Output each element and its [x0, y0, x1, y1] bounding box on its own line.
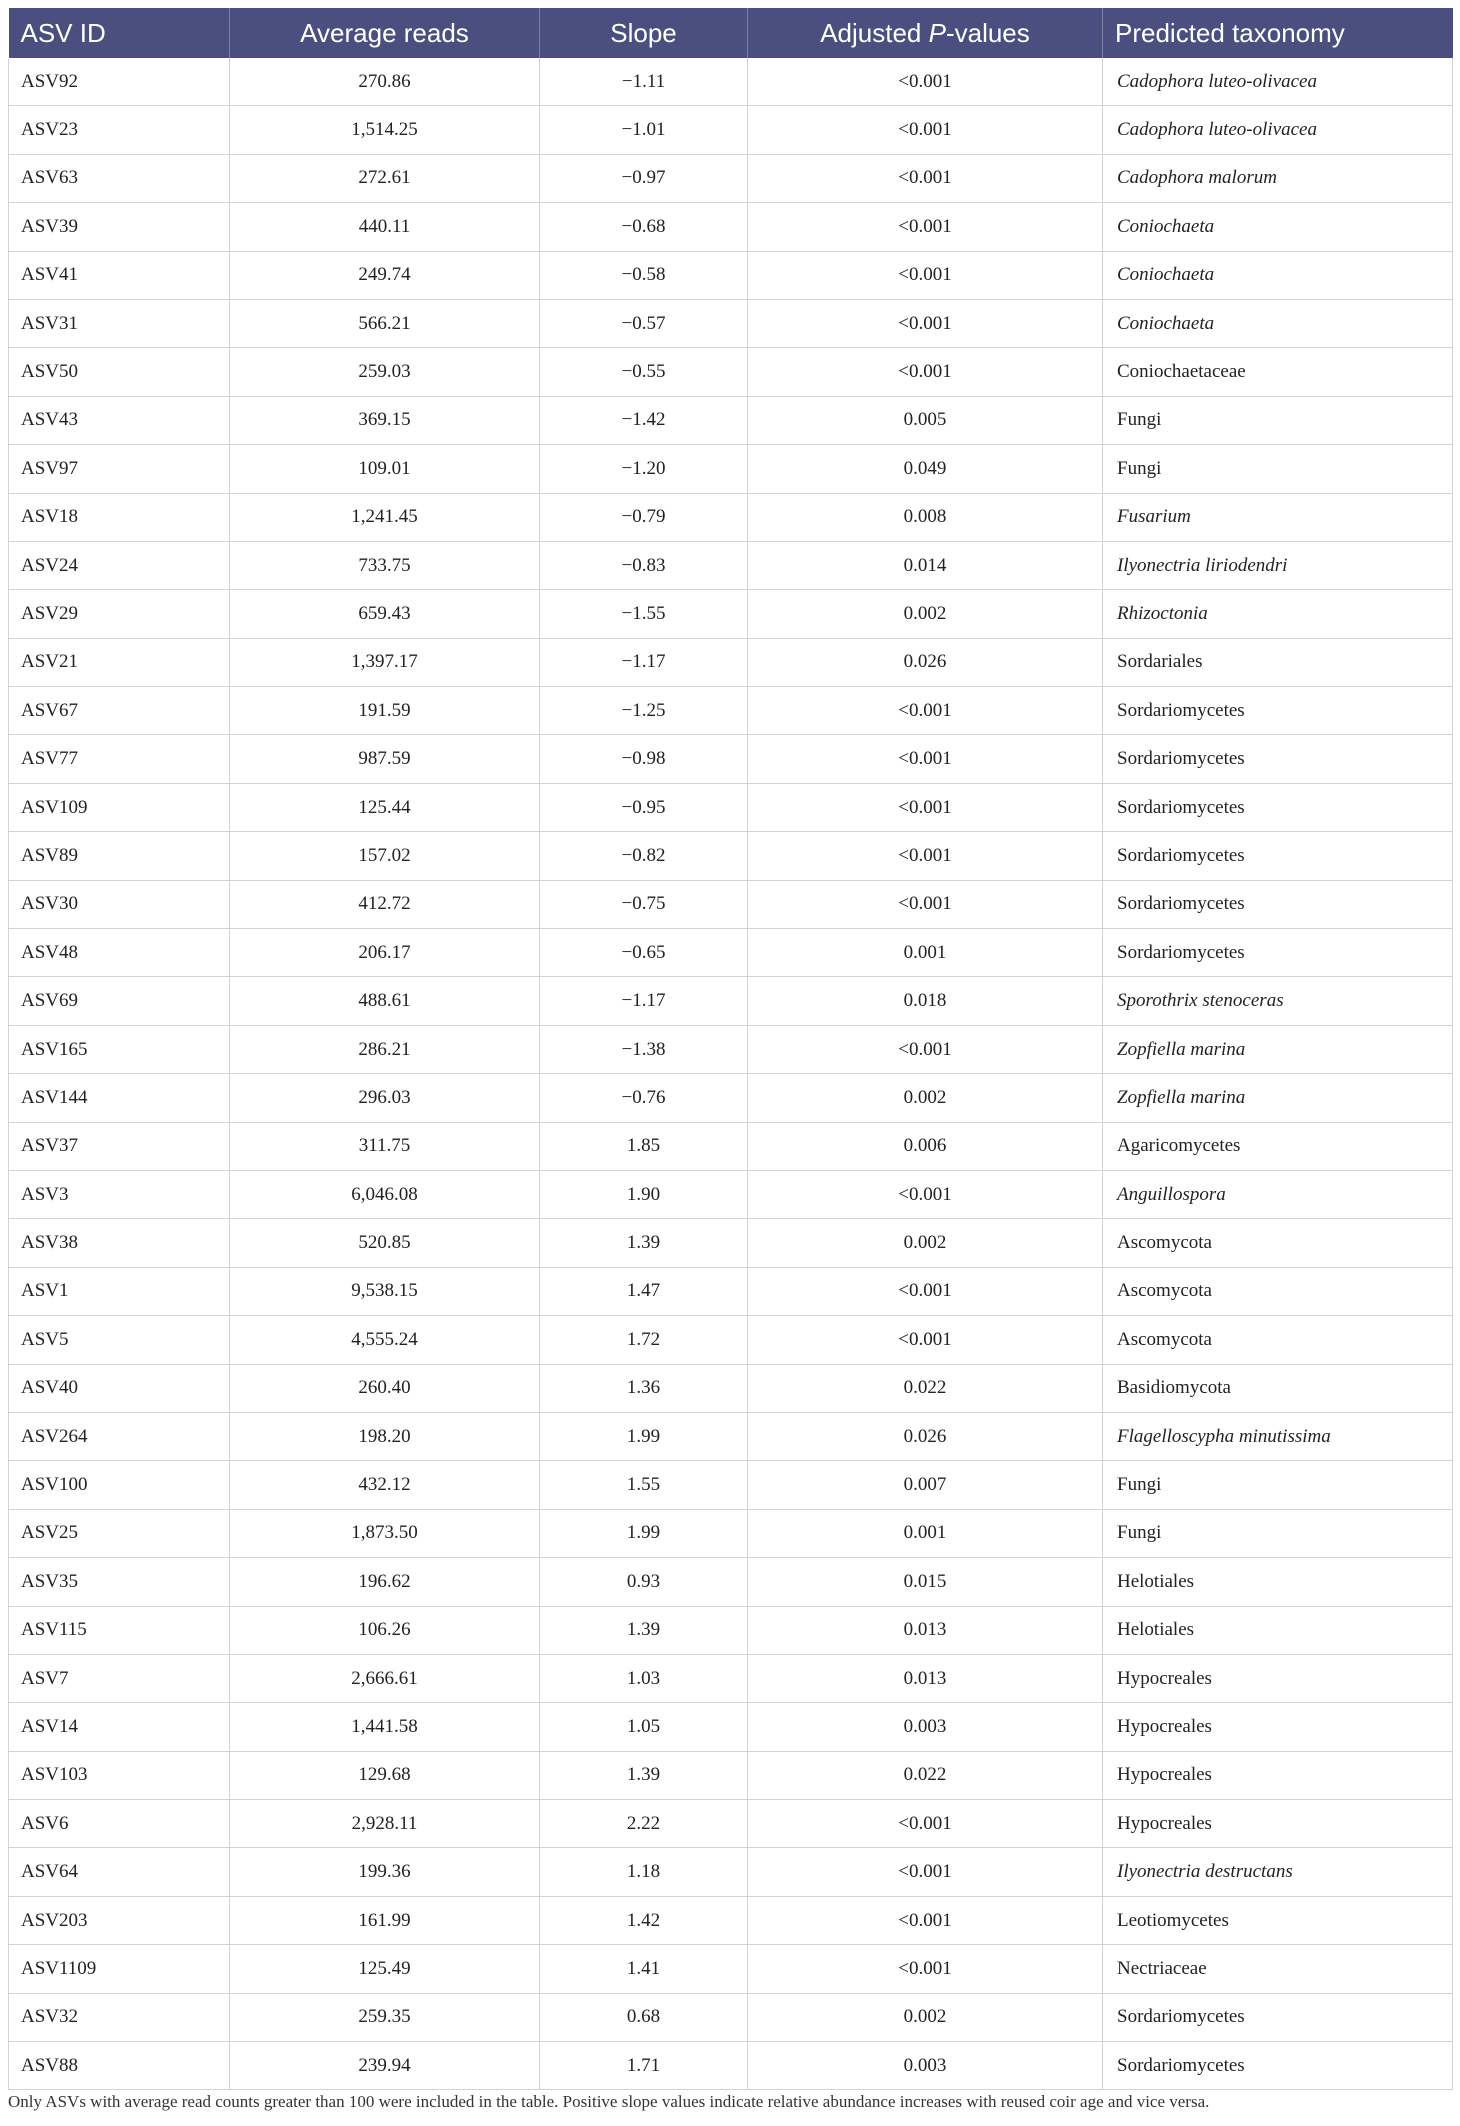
cell-adjusted-p-value: <0.001 — [748, 1267, 1103, 1315]
cell-predicted-taxonomy: Sporothrix stenoceras — [1103, 977, 1453, 1025]
cell-adjusted-p-value: <0.001 — [748, 299, 1103, 347]
cell-adjusted-p-value: <0.001 — [748, 1316, 1103, 1364]
cell-adjusted-p-value: 0.003 — [748, 2042, 1103, 2090]
cell-slope: −0.83 — [540, 541, 748, 589]
header-predicted-taxonomy: Predicted taxonomy — [1103, 8, 1453, 58]
cell-slope: −1.20 — [540, 445, 748, 493]
cell-predicted-taxonomy: Helotiales — [1103, 1558, 1453, 1606]
cell-adjusted-p-value: <0.001 — [748, 1170, 1103, 1218]
cell-asv-id: ASV69 — [9, 977, 230, 1025]
cell-slope: 1.99 — [540, 1412, 748, 1460]
cell-average-reads: 199.36 — [230, 1848, 540, 1896]
cell-average-reads: 161.99 — [230, 1896, 540, 1944]
cell-adjusted-p-value: 0.007 — [748, 1461, 1103, 1509]
cell-asv-id: ASV48 — [9, 929, 230, 977]
cell-average-reads: 520.85 — [230, 1219, 540, 1267]
table-row — [9, 251, 1453, 299]
table-row — [9, 1461, 1453, 1509]
cell-slope: −1.01 — [540, 106, 748, 154]
cell-average-reads: 1,441.58 — [230, 1703, 540, 1751]
cell-predicted-taxonomy: Sordariomycetes — [1103, 2042, 1453, 2090]
cell-adjusted-p-value: 0.002 — [748, 1219, 1103, 1267]
cell-asv-id: ASV24 — [9, 541, 230, 589]
header-adjusted-p-letter: P — [928, 17, 946, 48]
header-slope: Slope — [540, 8, 748, 58]
cell-predicted-taxonomy: Hypocreales — [1103, 1751, 1453, 1799]
table-row — [9, 299, 1453, 347]
cell-average-reads: 286.21 — [230, 1025, 540, 1073]
cell-adjusted-p-value: 0.005 — [748, 396, 1103, 444]
table-row — [9, 203, 1453, 251]
cell-asv-id: ASV88 — [9, 2042, 230, 2090]
cell-slope: 1.18 — [540, 1848, 748, 1896]
cell-average-reads: 272.61 — [230, 154, 540, 202]
table-row — [9, 1800, 1453, 1848]
cell-slope: −0.75 — [540, 880, 748, 928]
header-adjusted-p-prefix: Adjusted — [820, 17, 929, 48]
cell-asv-id: ASV109 — [9, 783, 230, 831]
cell-predicted-taxonomy: Zopfiella marina — [1103, 1025, 1453, 1073]
cell-slope: 1.90 — [540, 1170, 748, 1218]
cell-slope: 1.41 — [540, 1945, 748, 1993]
cell-adjusted-p-value: <0.001 — [748, 1025, 1103, 1073]
cell-adjusted-p-value: 0.001 — [748, 1509, 1103, 1557]
cell-predicted-taxonomy: Sordariomycetes — [1103, 1993, 1453, 2041]
cell-asv-id: ASV35 — [9, 1558, 230, 1606]
table-row — [9, 348, 1453, 396]
cell-slope: −0.98 — [540, 735, 748, 783]
table-row — [9, 1993, 1453, 2041]
cell-average-reads: 259.03 — [230, 348, 540, 396]
cell-predicted-taxonomy: Sordariomycetes — [1103, 783, 1453, 831]
cell-average-reads: 2,928.11 — [230, 1800, 540, 1848]
cell-predicted-taxonomy: Agaricomycetes — [1103, 1122, 1453, 1170]
table-row — [9, 1122, 1453, 1170]
cell-asv-id: ASV5 — [9, 1316, 230, 1364]
cell-average-reads: 198.20 — [230, 1412, 540, 1460]
cell-predicted-taxonomy: Hypocreales — [1103, 1800, 1453, 1848]
cell-slope: 1.47 — [540, 1267, 748, 1315]
table-row — [9, 1412, 1453, 1460]
table-row — [9, 1945, 1453, 1993]
table-row — [9, 880, 1453, 928]
cell-asv-id: ASV77 — [9, 735, 230, 783]
cell-predicted-taxonomy: Hypocreales — [1103, 1654, 1453, 1702]
cell-slope: −0.97 — [540, 154, 748, 202]
cell-asv-id: ASV165 — [9, 1025, 230, 1073]
cell-adjusted-p-value: <0.001 — [748, 58, 1103, 106]
cell-adjusted-p-value: 0.022 — [748, 1364, 1103, 1412]
header-row — [9, 8, 1453, 58]
cell-average-reads: 249.74 — [230, 251, 540, 299]
table-row — [9, 1025, 1453, 1073]
cell-adjusted-p-value: <0.001 — [748, 1848, 1103, 1896]
cell-asv-id: ASV23 — [9, 106, 230, 154]
table-row — [9, 783, 1453, 831]
cell-asv-id: ASV31 — [9, 299, 230, 347]
cell-average-reads: 432.12 — [230, 1461, 540, 1509]
asv-table-container — [8, 8, 1452, 2090]
table-row — [9, 1558, 1453, 1606]
cell-slope: −0.68 — [540, 203, 748, 251]
table-row — [9, 590, 1453, 638]
table-footnote: Only ASVs with average read counts greater than 100 were included in the table. Positive slope values indicate relative abundance increases with reused coir age and vice versa. — [8, 2092, 1210, 2111]
cell-predicted-taxonomy: Ascomycota — [1103, 1219, 1453, 1267]
cell-average-reads: 125.44 — [230, 783, 540, 831]
table-row — [9, 1848, 1453, 1896]
cell-asv-id: ASV14 — [9, 1703, 230, 1751]
cell-predicted-taxonomy: Fungi — [1103, 396, 1453, 444]
header-adjusted-p-suffix: -values — [945, 17, 1030, 48]
cell-asv-id: ASV39 — [9, 203, 230, 251]
cell-adjusted-p-value: 0.026 — [748, 638, 1103, 686]
asv-table — [8, 8, 1453, 2090]
cell-slope: 0.93 — [540, 1558, 748, 1606]
header-adjusted-p-values — [748, 8, 1103, 58]
cell-adjusted-p-value: <0.001 — [748, 348, 1103, 396]
cell-adjusted-p-value: <0.001 — [748, 880, 1103, 928]
cell-asv-id: ASV6 — [9, 1800, 230, 1848]
cell-average-reads: 1,873.50 — [230, 1509, 540, 1557]
cell-asv-id: ASV67 — [9, 687, 230, 735]
cell-predicted-taxonomy: Rhizoctonia — [1103, 590, 1453, 638]
cell-average-reads: 6,046.08 — [230, 1170, 540, 1218]
cell-predicted-taxonomy: Coniochaetaceae — [1103, 348, 1453, 396]
cell-asv-id: ASV1109 — [9, 1945, 230, 1993]
table-row — [9, 687, 1453, 735]
table-row — [9, 1316, 1453, 1364]
cell-adjusted-p-value: 0.006 — [748, 1122, 1103, 1170]
cell-slope: 1.55 — [540, 1461, 748, 1509]
cell-average-reads: 259.35 — [230, 1993, 540, 2041]
cell-slope: 1.39 — [540, 1219, 748, 1267]
cell-asv-id: ASV63 — [9, 154, 230, 202]
cell-predicted-taxonomy: Sordariomycetes — [1103, 929, 1453, 977]
cell-average-reads: 9,538.15 — [230, 1267, 540, 1315]
cell-adjusted-p-value: <0.001 — [748, 1800, 1103, 1848]
cell-adjusted-p-value: 0.022 — [748, 1751, 1103, 1799]
cell-slope: −1.38 — [540, 1025, 748, 1073]
cell-asv-id: ASV92 — [9, 58, 230, 106]
table-row — [9, 1219, 1453, 1267]
cell-adjusted-p-value: 0.008 — [748, 493, 1103, 541]
cell-predicted-taxonomy: Ilyonectria destructans — [1103, 1848, 1453, 1896]
table-row — [9, 1509, 1453, 1557]
cell-predicted-taxonomy: Coniochaeta — [1103, 251, 1453, 299]
cell-asv-id: ASV3 — [9, 1170, 230, 1218]
cell-adjusted-p-value: 0.002 — [748, 1993, 1103, 2041]
cell-asv-id: ASV64 — [9, 1848, 230, 1896]
table-body — [9, 58, 1453, 2090]
cell-predicted-taxonomy: Cadophora malorum — [1103, 154, 1453, 202]
cell-predicted-taxonomy: Sordariales — [1103, 638, 1453, 686]
cell-adjusted-p-value: 0.002 — [748, 1074, 1103, 1122]
cell-predicted-taxonomy: Fungi — [1103, 1461, 1453, 1509]
cell-average-reads: 311.75 — [230, 1122, 540, 1170]
cell-adjusted-p-value: <0.001 — [748, 735, 1103, 783]
cell-average-reads: 1,397.17 — [230, 638, 540, 686]
cell-slope: 1.36 — [540, 1364, 748, 1412]
table-row — [9, 1267, 1453, 1315]
cell-predicted-taxonomy: Cadophora luteo-olivacea — [1103, 106, 1453, 154]
table-row — [9, 1074, 1453, 1122]
cell-slope: −0.76 — [540, 1074, 748, 1122]
cell-average-reads: 106.26 — [230, 1606, 540, 1654]
cell-average-reads: 4,555.24 — [230, 1316, 540, 1364]
cell-adjusted-p-value: 0.003 — [748, 1703, 1103, 1751]
cell-adjusted-p-value: 0.015 — [748, 1558, 1103, 1606]
cell-asv-id: ASV264 — [9, 1412, 230, 1460]
cell-predicted-taxonomy: Sordariomycetes — [1103, 735, 1453, 783]
cell-asv-id: ASV89 — [9, 832, 230, 880]
table-row — [9, 154, 1453, 202]
cell-slope: 1.05 — [540, 1703, 748, 1751]
cell-average-reads: 196.62 — [230, 1558, 540, 1606]
cell-slope: 1.39 — [540, 1606, 748, 1654]
cell-predicted-taxonomy: Helotiales — [1103, 1606, 1453, 1654]
cell-asv-id: ASV97 — [9, 445, 230, 493]
table-row — [9, 1896, 1453, 1944]
cell-asv-id: ASV29 — [9, 590, 230, 638]
cell-slope: −1.17 — [540, 977, 748, 1025]
cell-adjusted-p-value: 0.002 — [748, 590, 1103, 638]
table-row — [9, 1364, 1453, 1412]
cell-average-reads: 2,666.61 — [230, 1654, 540, 1702]
cell-predicted-taxonomy: Sordariomycetes — [1103, 832, 1453, 880]
cell-adjusted-p-value: <0.001 — [748, 1896, 1103, 1944]
table-row — [9, 541, 1453, 589]
cell-predicted-taxonomy: Sordariomycetes — [1103, 687, 1453, 735]
cell-adjusted-p-value: <0.001 — [748, 687, 1103, 735]
table-row — [9, 58, 1453, 106]
cell-asv-id: ASV18 — [9, 493, 230, 541]
cell-slope: −0.95 — [540, 783, 748, 831]
cell-slope: −1.25 — [540, 687, 748, 735]
cell-adjusted-p-value: 0.018 — [748, 977, 1103, 1025]
cell-slope: −1.55 — [540, 590, 748, 638]
cell-predicted-taxonomy: Ilyonectria liriodendri — [1103, 541, 1453, 589]
table-row — [9, 1170, 1453, 1218]
table-row — [9, 1606, 1453, 1654]
table-row — [9, 735, 1453, 783]
cell-adjusted-p-value: 0.014 — [748, 541, 1103, 589]
cell-asv-id: ASV1 — [9, 1267, 230, 1315]
cell-average-reads: 109.01 — [230, 445, 540, 493]
cell-adjusted-p-value: <0.001 — [748, 832, 1103, 880]
table-row — [9, 832, 1453, 880]
cell-slope: −0.79 — [540, 493, 748, 541]
cell-asv-id: ASV7 — [9, 1654, 230, 1702]
cell-slope: 1.39 — [540, 1751, 748, 1799]
table-row — [9, 445, 1453, 493]
cell-asv-id: ASV43 — [9, 396, 230, 444]
cell-predicted-taxonomy: Flagelloscypha minutissima — [1103, 1412, 1453, 1460]
table-row — [9, 1751, 1453, 1799]
table-row — [9, 929, 1453, 977]
cell-average-reads: 206.17 — [230, 929, 540, 977]
cell-asv-id: ASV115 — [9, 1606, 230, 1654]
cell-slope: −1.42 — [540, 396, 748, 444]
cell-predicted-taxonomy: Zopfiella marina — [1103, 1074, 1453, 1122]
cell-asv-id: ASV144 — [9, 1074, 230, 1122]
cell-average-reads: 129.68 — [230, 1751, 540, 1799]
cell-adjusted-p-value: <0.001 — [748, 203, 1103, 251]
cell-predicted-taxonomy: Fusarium — [1103, 493, 1453, 541]
cell-average-reads: 125.49 — [230, 1945, 540, 1993]
cell-predicted-taxonomy: Hypocreales — [1103, 1703, 1453, 1751]
cell-average-reads: 733.75 — [230, 541, 540, 589]
header-average-reads: Average reads — [230, 8, 540, 58]
cell-asv-id: ASV38 — [9, 1219, 230, 1267]
cell-asv-id: ASV21 — [9, 638, 230, 686]
cell-adjusted-p-value: 0.026 — [748, 1412, 1103, 1460]
table-row — [9, 638, 1453, 686]
cell-predicted-taxonomy: Ascomycota — [1103, 1267, 1453, 1315]
table-row — [9, 2042, 1453, 2090]
cell-adjusted-p-value: 0.013 — [748, 1654, 1103, 1702]
cell-average-reads: 191.59 — [230, 687, 540, 735]
cell-slope: 1.72 — [540, 1316, 748, 1364]
table-row — [9, 396, 1453, 444]
cell-predicted-taxonomy: Basidiomycota — [1103, 1364, 1453, 1412]
cell-average-reads: 260.40 — [230, 1364, 540, 1412]
cell-slope: 0.68 — [540, 1993, 748, 2041]
cell-slope: −0.57 — [540, 299, 748, 347]
cell-predicted-taxonomy: Nectriaceae — [1103, 1945, 1453, 1993]
cell-slope: −1.17 — [540, 638, 748, 686]
cell-slope: −0.82 — [540, 832, 748, 880]
cell-adjusted-p-value: <0.001 — [748, 783, 1103, 831]
cell-predicted-taxonomy: Coniochaeta — [1103, 203, 1453, 251]
cell-slope: −0.58 — [540, 251, 748, 299]
cell-slope: 1.03 — [540, 1654, 748, 1702]
cell-adjusted-p-value: <0.001 — [748, 154, 1103, 202]
cell-predicted-taxonomy: Coniochaeta — [1103, 299, 1453, 347]
cell-average-reads: 488.61 — [230, 977, 540, 1025]
cell-adjusted-p-value: <0.001 — [748, 251, 1103, 299]
cell-predicted-taxonomy: Fungi — [1103, 1509, 1453, 1557]
cell-adjusted-p-value: <0.001 — [748, 106, 1103, 154]
cell-adjusted-p-value: 0.049 — [748, 445, 1103, 493]
cell-slope: 1.85 — [540, 1122, 748, 1170]
cell-asv-id: ASV100 — [9, 1461, 230, 1509]
cell-predicted-taxonomy: Leotiomycetes — [1103, 1896, 1453, 1944]
cell-predicted-taxonomy: Cadophora luteo-olivacea — [1103, 58, 1453, 106]
cell-predicted-taxonomy: Anguillospora — [1103, 1170, 1453, 1218]
cell-average-reads: 987.59 — [230, 735, 540, 783]
cell-adjusted-p-value: 0.001 — [748, 929, 1103, 977]
cell-asv-id: ASV25 — [9, 1509, 230, 1557]
cell-slope: −0.65 — [540, 929, 748, 977]
table-row — [9, 1654, 1453, 1702]
cell-average-reads: 566.21 — [230, 299, 540, 347]
cell-average-reads: 239.94 — [230, 2042, 540, 2090]
cell-asv-id: ASV41 — [9, 251, 230, 299]
cell-slope: 1.42 — [540, 1896, 748, 1944]
cell-slope: −0.55 — [540, 348, 748, 396]
cell-predicted-taxonomy: Sordariomycetes — [1103, 880, 1453, 928]
cell-average-reads: 157.02 — [230, 832, 540, 880]
cell-average-reads: 369.15 — [230, 396, 540, 444]
cell-average-reads: 296.03 — [230, 1074, 540, 1122]
cell-slope: 2.22 — [540, 1800, 748, 1848]
cell-asv-id: ASV40 — [9, 1364, 230, 1412]
cell-slope: −1.11 — [540, 58, 748, 106]
cell-adjusted-p-value: <0.001 — [748, 1945, 1103, 1993]
cell-asv-id: ASV103 — [9, 1751, 230, 1799]
cell-average-reads: 659.43 — [230, 590, 540, 638]
cell-average-reads: 1,514.25 — [230, 106, 540, 154]
cell-asv-id: ASV32 — [9, 1993, 230, 2041]
cell-asv-id: ASV203 — [9, 1896, 230, 1944]
table-row — [9, 493, 1453, 541]
table-row — [9, 977, 1453, 1025]
cell-asv-id: ASV50 — [9, 348, 230, 396]
cell-average-reads: 270.86 — [230, 58, 540, 106]
cell-asv-id: ASV37 — [9, 1122, 230, 1170]
header-asv-id: ASV ID — [9, 8, 230, 58]
cell-adjusted-p-value: 0.013 — [748, 1606, 1103, 1654]
table-row — [9, 106, 1453, 154]
cell-asv-id: ASV30 — [9, 880, 230, 928]
table-row — [9, 1703, 1453, 1751]
cell-predicted-taxonomy: Fungi — [1103, 445, 1453, 493]
cell-average-reads: 412.72 — [230, 880, 540, 928]
cell-average-reads: 440.11 — [230, 203, 540, 251]
table-header — [9, 8, 1453, 58]
cell-average-reads: 1,241.45 — [230, 493, 540, 541]
cell-slope: 1.99 — [540, 1509, 748, 1557]
cell-slope: 1.71 — [540, 2042, 748, 2090]
cell-predicted-taxonomy: Ascomycota — [1103, 1316, 1453, 1364]
